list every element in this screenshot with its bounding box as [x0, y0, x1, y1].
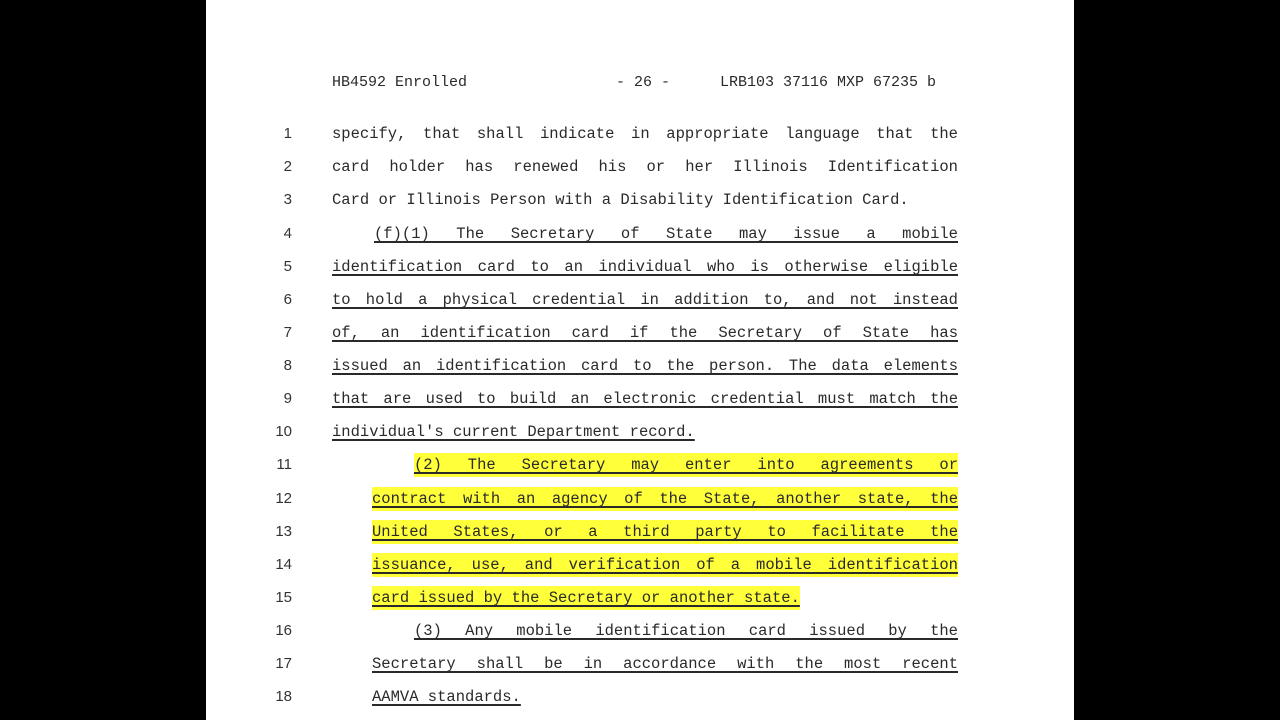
line-text: specify, that shall indicate in appropriate language that the [332, 125, 958, 143]
text-line-13 [206, 520, 1074, 544]
text-line-17 [206, 652, 1074, 676]
line-text-inserted: individual's current Department record. [332, 423, 695, 441]
line-number: 15 [275, 589, 292, 606]
line-text-inserted: identification card to an individual who is otherwise eligible [332, 258, 958, 276]
text-line-14 [206, 553, 1074, 577]
line-text: Card or Illinois Person with a Disability Identification Card. [332, 191, 909, 209]
text-line-11 [206, 453, 1074, 477]
line-number: 11 [276, 456, 292, 473]
line-text-inserted: (3) Any mobile identification card issued by the [414, 622, 958, 640]
line-text-inserted: to hold a physical credential in addition to, and not instead [332, 291, 958, 309]
line-text-inserted: AAMVA standards. [372, 688, 521, 706]
text-line-15 [206, 586, 1074, 610]
line-number: 8 [283, 357, 292, 374]
text-line-6 [206, 288, 1074, 312]
text-line-5 [206, 255, 1074, 279]
line-number: 3 [283, 191, 292, 208]
line-number: 5 [283, 258, 292, 275]
line-number: 13 [275, 523, 292, 540]
page-number: - 26 - [616, 74, 671, 91]
document-page [206, 0, 1074, 720]
line-number: 2 [283, 158, 292, 175]
line-number: 16 [275, 622, 292, 639]
line-number: 1 [283, 125, 292, 142]
line-text-inserted: issued an identification card to the person. The data elements [332, 357, 958, 375]
line-number: 7 [283, 324, 292, 341]
text-line-16 [206, 619, 1074, 643]
text-line-12 [206, 487, 1074, 511]
text-line-9 [206, 387, 1074, 411]
line-number: 6 [283, 291, 292, 308]
line-number: 10 [275, 423, 292, 440]
line-text-highlighted: United States, or a third party to facilitate the [372, 520, 958, 544]
text-line-3 [206, 188, 1074, 212]
line-number: 4 [283, 225, 292, 242]
line-text-inserted: that are used to build an electronic credential must match the [332, 390, 958, 408]
text-line-18 [206, 685, 1074, 709]
text-line-10 [206, 420, 1074, 444]
text-line-1 [206, 122, 1074, 146]
line-number: 9 [283, 390, 292, 407]
line-number: 18 [275, 688, 292, 705]
line-text: card holder has renewed his or her Illinois Identification [332, 158, 958, 176]
line-number: 12 [275, 490, 292, 507]
line-number: 17 [275, 655, 292, 672]
bill-number: HB4592 Enrolled [332, 74, 468, 91]
lrb-reference: LRB103 37116 MXP 67235 b [720, 74, 937, 91]
line-number: 14 [275, 556, 292, 573]
line-text-highlighted: issuance, use, and verification of a mobile identification [372, 553, 958, 577]
line-text-highlighted: (2) The Secretary may enter into agreements or [414, 453, 958, 477]
text-line-2 [206, 155, 1074, 179]
line-text-inserted: (f)(1) The Secretary of State may issue a mobile [374, 225, 958, 243]
line-text-highlighted: card issued by the Secretary or another state. [372, 586, 800, 610]
text-line-4 [206, 222, 1074, 246]
text-line-8 [206, 354, 1074, 378]
line-text-inserted: Secretary shall be in accordance with the most recent [372, 655, 958, 673]
line-text-highlighted: contract with an agency of the State, another state, the [372, 487, 958, 511]
text-line-7 [206, 321, 1074, 345]
line-text-inserted: of, an identification card if the Secretary of State has [332, 324, 958, 342]
